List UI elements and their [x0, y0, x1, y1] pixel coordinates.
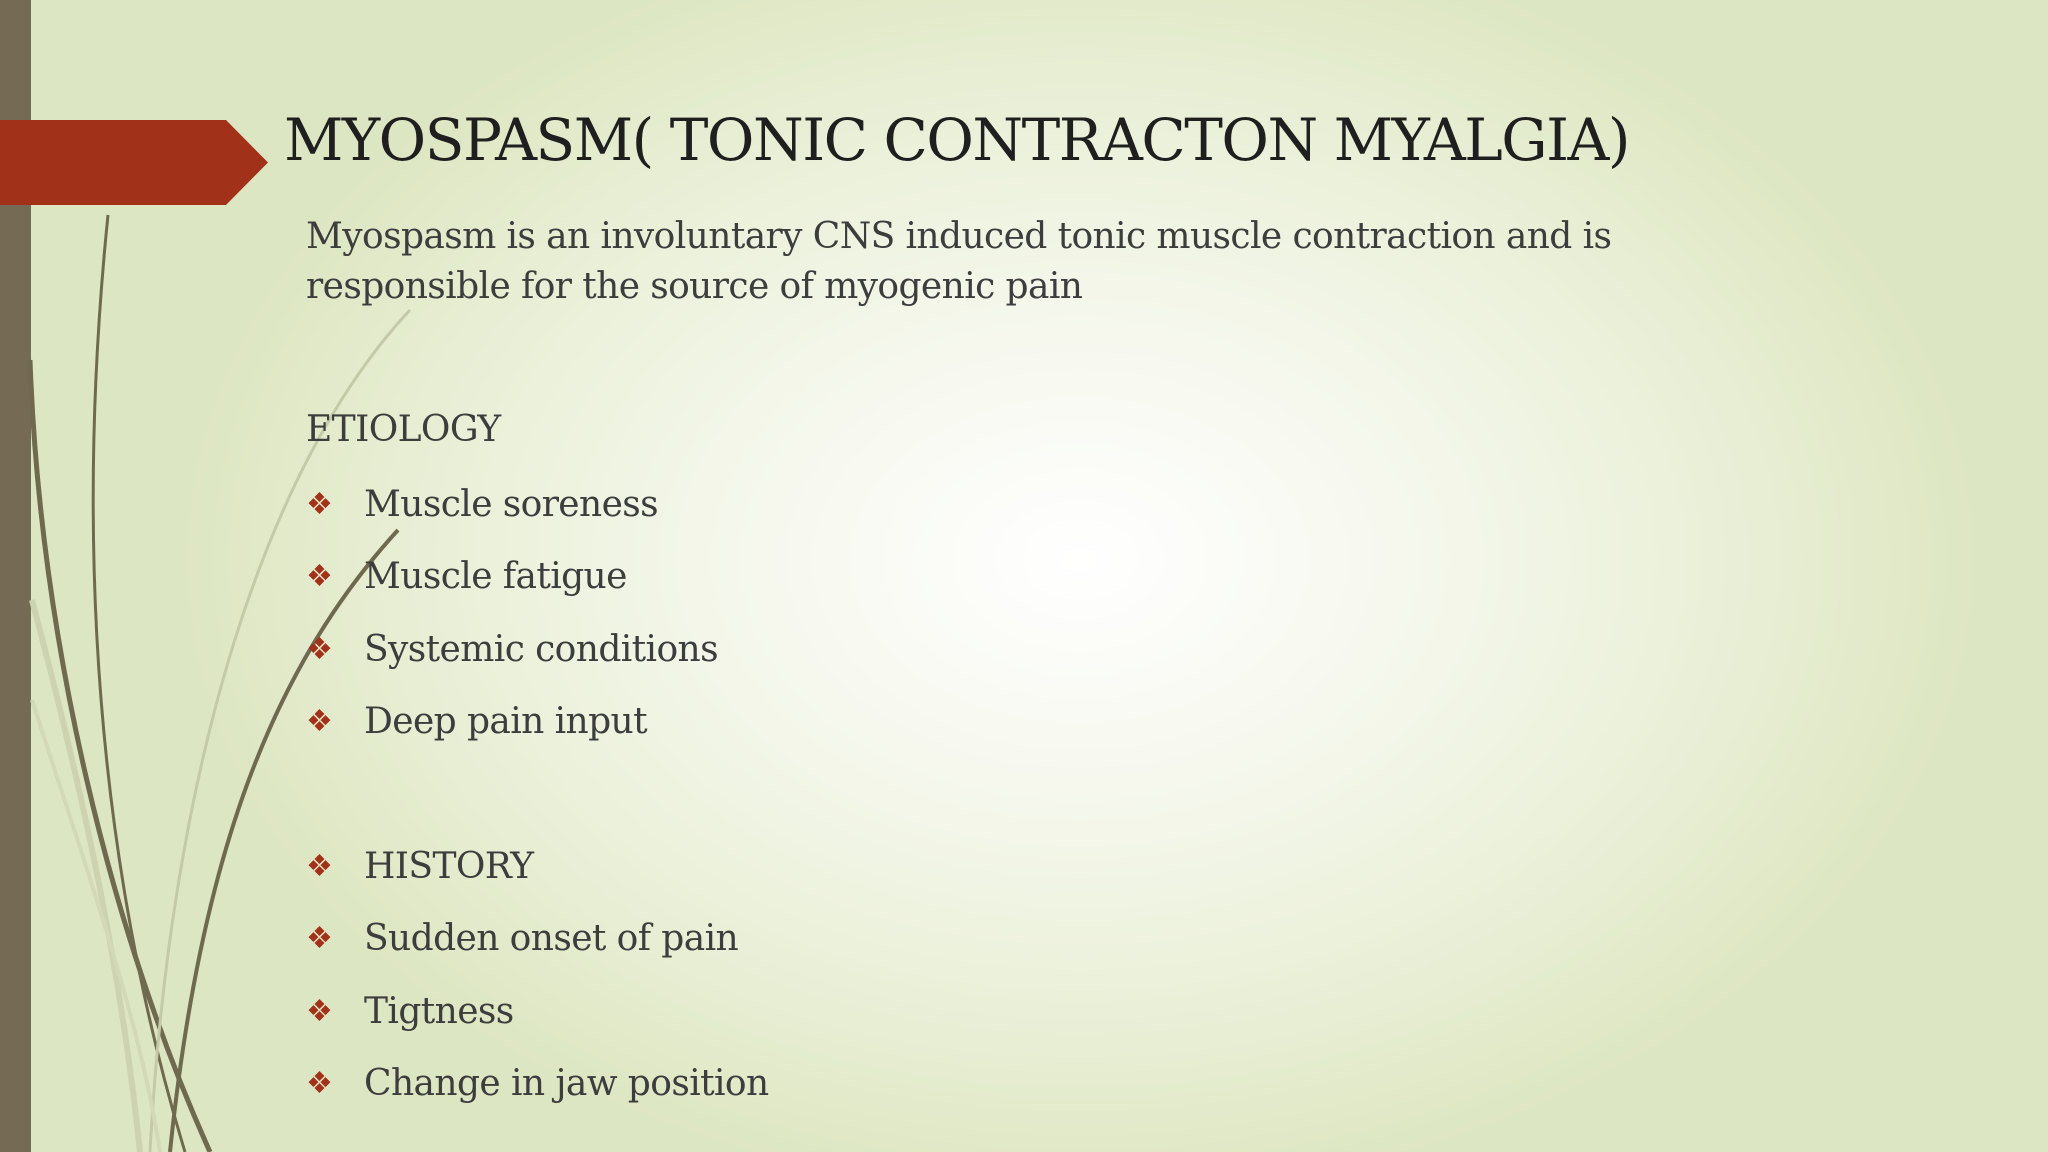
etiology-item-text: Systemic conditions [364, 628, 718, 670]
four-diamond-bullet-icon: ❖ [306, 631, 333, 667]
etiology-item-text: Muscle fatigue [364, 556, 627, 598]
list-item [306, 975, 769, 1048]
list-item [306, 686, 718, 759]
list-item [306, 468, 718, 541]
etiology-item-text: Muscle soreness [364, 483, 659, 525]
list-item [306, 1048, 769, 1121]
history-item-text: HISTORY [364, 845, 534, 887]
history-item-text: Sudden onset of pain [364, 918, 739, 960]
etiology-item-text: Deep pain input [364, 701, 648, 743]
four-diamond-bullet-icon: ❖ [306, 993, 333, 1029]
slide-title: MYOSPASM( TONIC CONTRACTON MYALGIA) [284, 106, 1629, 174]
four-diamond-bullet-icon: ❖ [306, 848, 333, 884]
etiology-list [306, 468, 718, 758]
definition-text: Myospasm is an involuntary CNS induced tonic muscle contraction and is responsible for the source of myogenic pain [306, 216, 1612, 307]
list-item [306, 613, 718, 686]
four-diamond-bullet-icon: ❖ [306, 704, 333, 740]
four-diamond-bullet-icon: ❖ [306, 559, 333, 595]
list-item [306, 830, 769, 903]
four-diamond-bullet-icon: ❖ [306, 486, 333, 522]
arrow-pointer-icon [0, 120, 268, 205]
etiology-heading: ETIOLOGY [306, 409, 501, 450]
four-diamond-bullet-icon: ❖ [306, 1066, 333, 1102]
history-list [306, 830, 769, 1120]
history-item-text: Change in jaw position [364, 1063, 769, 1105]
history-item-text: Tigtness [364, 990, 514, 1032]
list-item [306, 903, 769, 976]
list-item [306, 541, 718, 614]
four-diamond-bullet-icon: ❖ [306, 921, 333, 957]
